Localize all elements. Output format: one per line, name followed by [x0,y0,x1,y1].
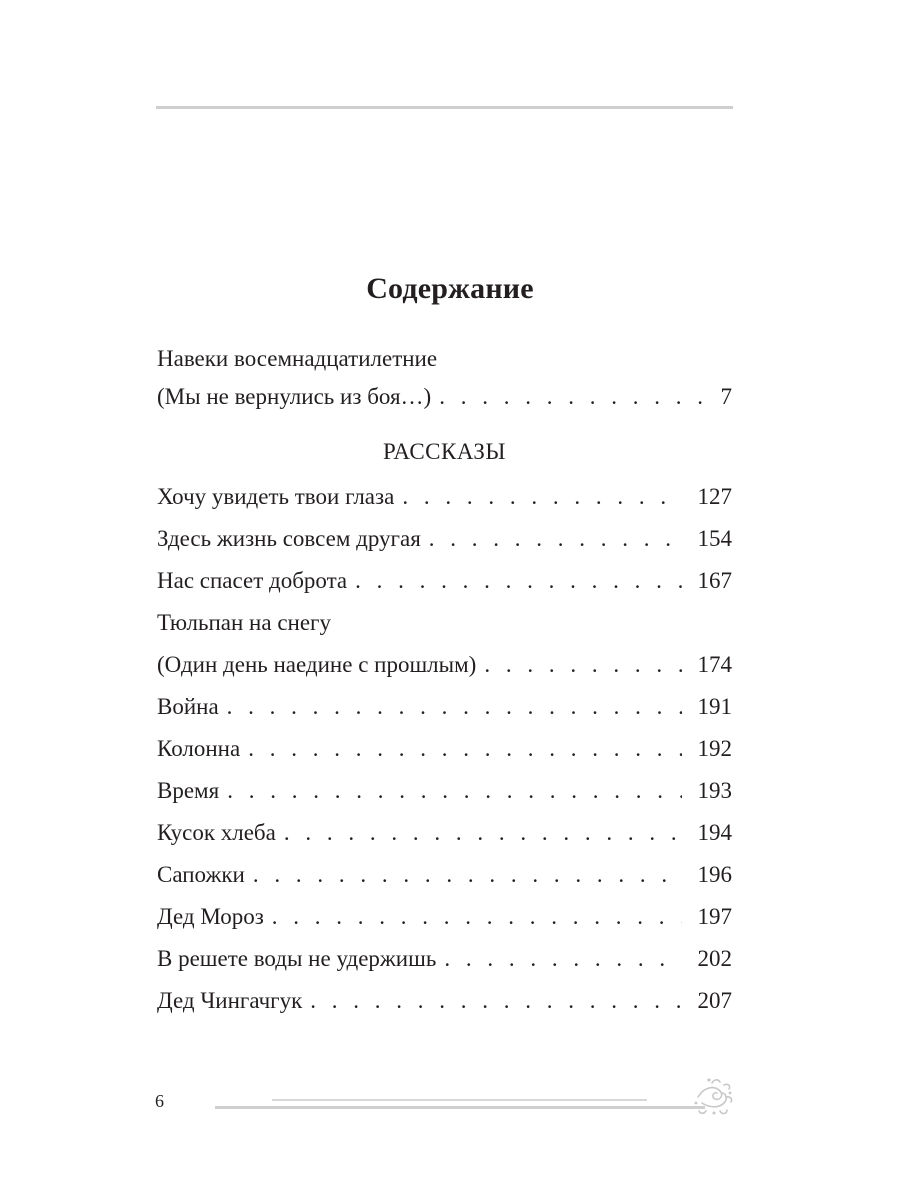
dot-leader [248,728,681,770]
toc-entry[interactable] [157,896,732,938]
footer-rule-upper [272,1099,647,1101]
page-number: 6 [155,1091,164,1111]
dot-leader [272,896,682,938]
floral-ornament-icon [690,1073,736,1119]
toc-entry-page: 197 [697,904,732,929]
toc-entry-page: 154 [697,526,732,551]
dot-leader [355,560,681,602]
toc-entry-subtitle: (Один день наедине с прошлым) [157,652,477,677]
toc-entry-page: 196 [697,862,732,887]
toc-entry-page: 127 [697,484,732,509]
page-footer [0,1085,900,1125]
toc-entry[interactable] [157,560,732,602]
toc-entry-subtitle: (Мы не вернулись из боя…) [157,384,432,409]
toc-entry-title: Сапожки [157,862,245,887]
header-rule [156,106,733,109]
dot-leader [310,980,681,1022]
toc-entry-page: 191 [697,694,732,719]
table-of-contents [157,340,732,1022]
toc-entry[interactable] [157,980,732,1022]
footer-rule [215,1106,705,1109]
toc-entry-title: Время [157,778,220,803]
section-title: РАССКАЗЫ [383,439,506,464]
toc-entry-page: 167 [697,568,732,593]
toc-entry-title: Кусок хлеба [157,820,276,845]
dot-leader [444,938,681,980]
dot-leader [439,378,704,416]
toc-entry-title: Навеки восемнадцатилетние [157,346,438,371]
dot-leader [253,854,682,896]
toc-entry[interactable] [157,812,732,854]
toc-entry[interactable] [157,602,732,686]
toc-entry[interactable] [157,518,732,560]
toc-entry[interactable] [157,770,732,812]
toc-entry[interactable] [157,686,732,728]
page-title: Содержание [366,272,534,305]
toc-entry-page: 194 [697,820,732,845]
toc-line [157,340,732,378]
toc-entry-title: Дед Чингачгук [157,988,303,1013]
toc-entry-page: 193 [697,778,732,803]
toc-entry-title: В решете воды не удержишь [157,946,437,971]
dot-leader [402,476,681,518]
toc-entry[interactable] [157,476,732,518]
dot-leader [227,686,682,728]
dot-leader [484,644,681,686]
toc-entry-title: Колонна [157,736,241,761]
toc-entry-page: 192 [697,736,732,761]
toc-entry-title: Нас спасет доброта [157,568,348,593]
dot-leader [429,518,682,560]
toc-entry-novel[interactable] [157,340,732,416]
toc-entry-page: 202 [697,946,732,971]
toc-entry-title: Здесь жизнь совсем другая [157,526,421,551]
dot-leader [227,770,681,812]
toc-entry-title: Тюльпан на снегу [157,610,331,635]
toc-entry[interactable] [157,728,732,770]
dot-leader [284,812,682,854]
toc-entry-page: 174 [697,652,732,677]
toc-entry[interactable] [157,854,732,896]
toc-entry[interactable] [157,938,732,980]
toc-line [157,378,732,416]
toc-entry-page: 7 [720,384,732,409]
toc-entry-title: Хочу увидеть твои глаза [157,484,395,509]
toc-entry-title: Война [157,694,219,719]
toc-entry-title: Дед Мороз [157,904,264,929]
toc-entry-page: 207 [697,988,732,1013]
